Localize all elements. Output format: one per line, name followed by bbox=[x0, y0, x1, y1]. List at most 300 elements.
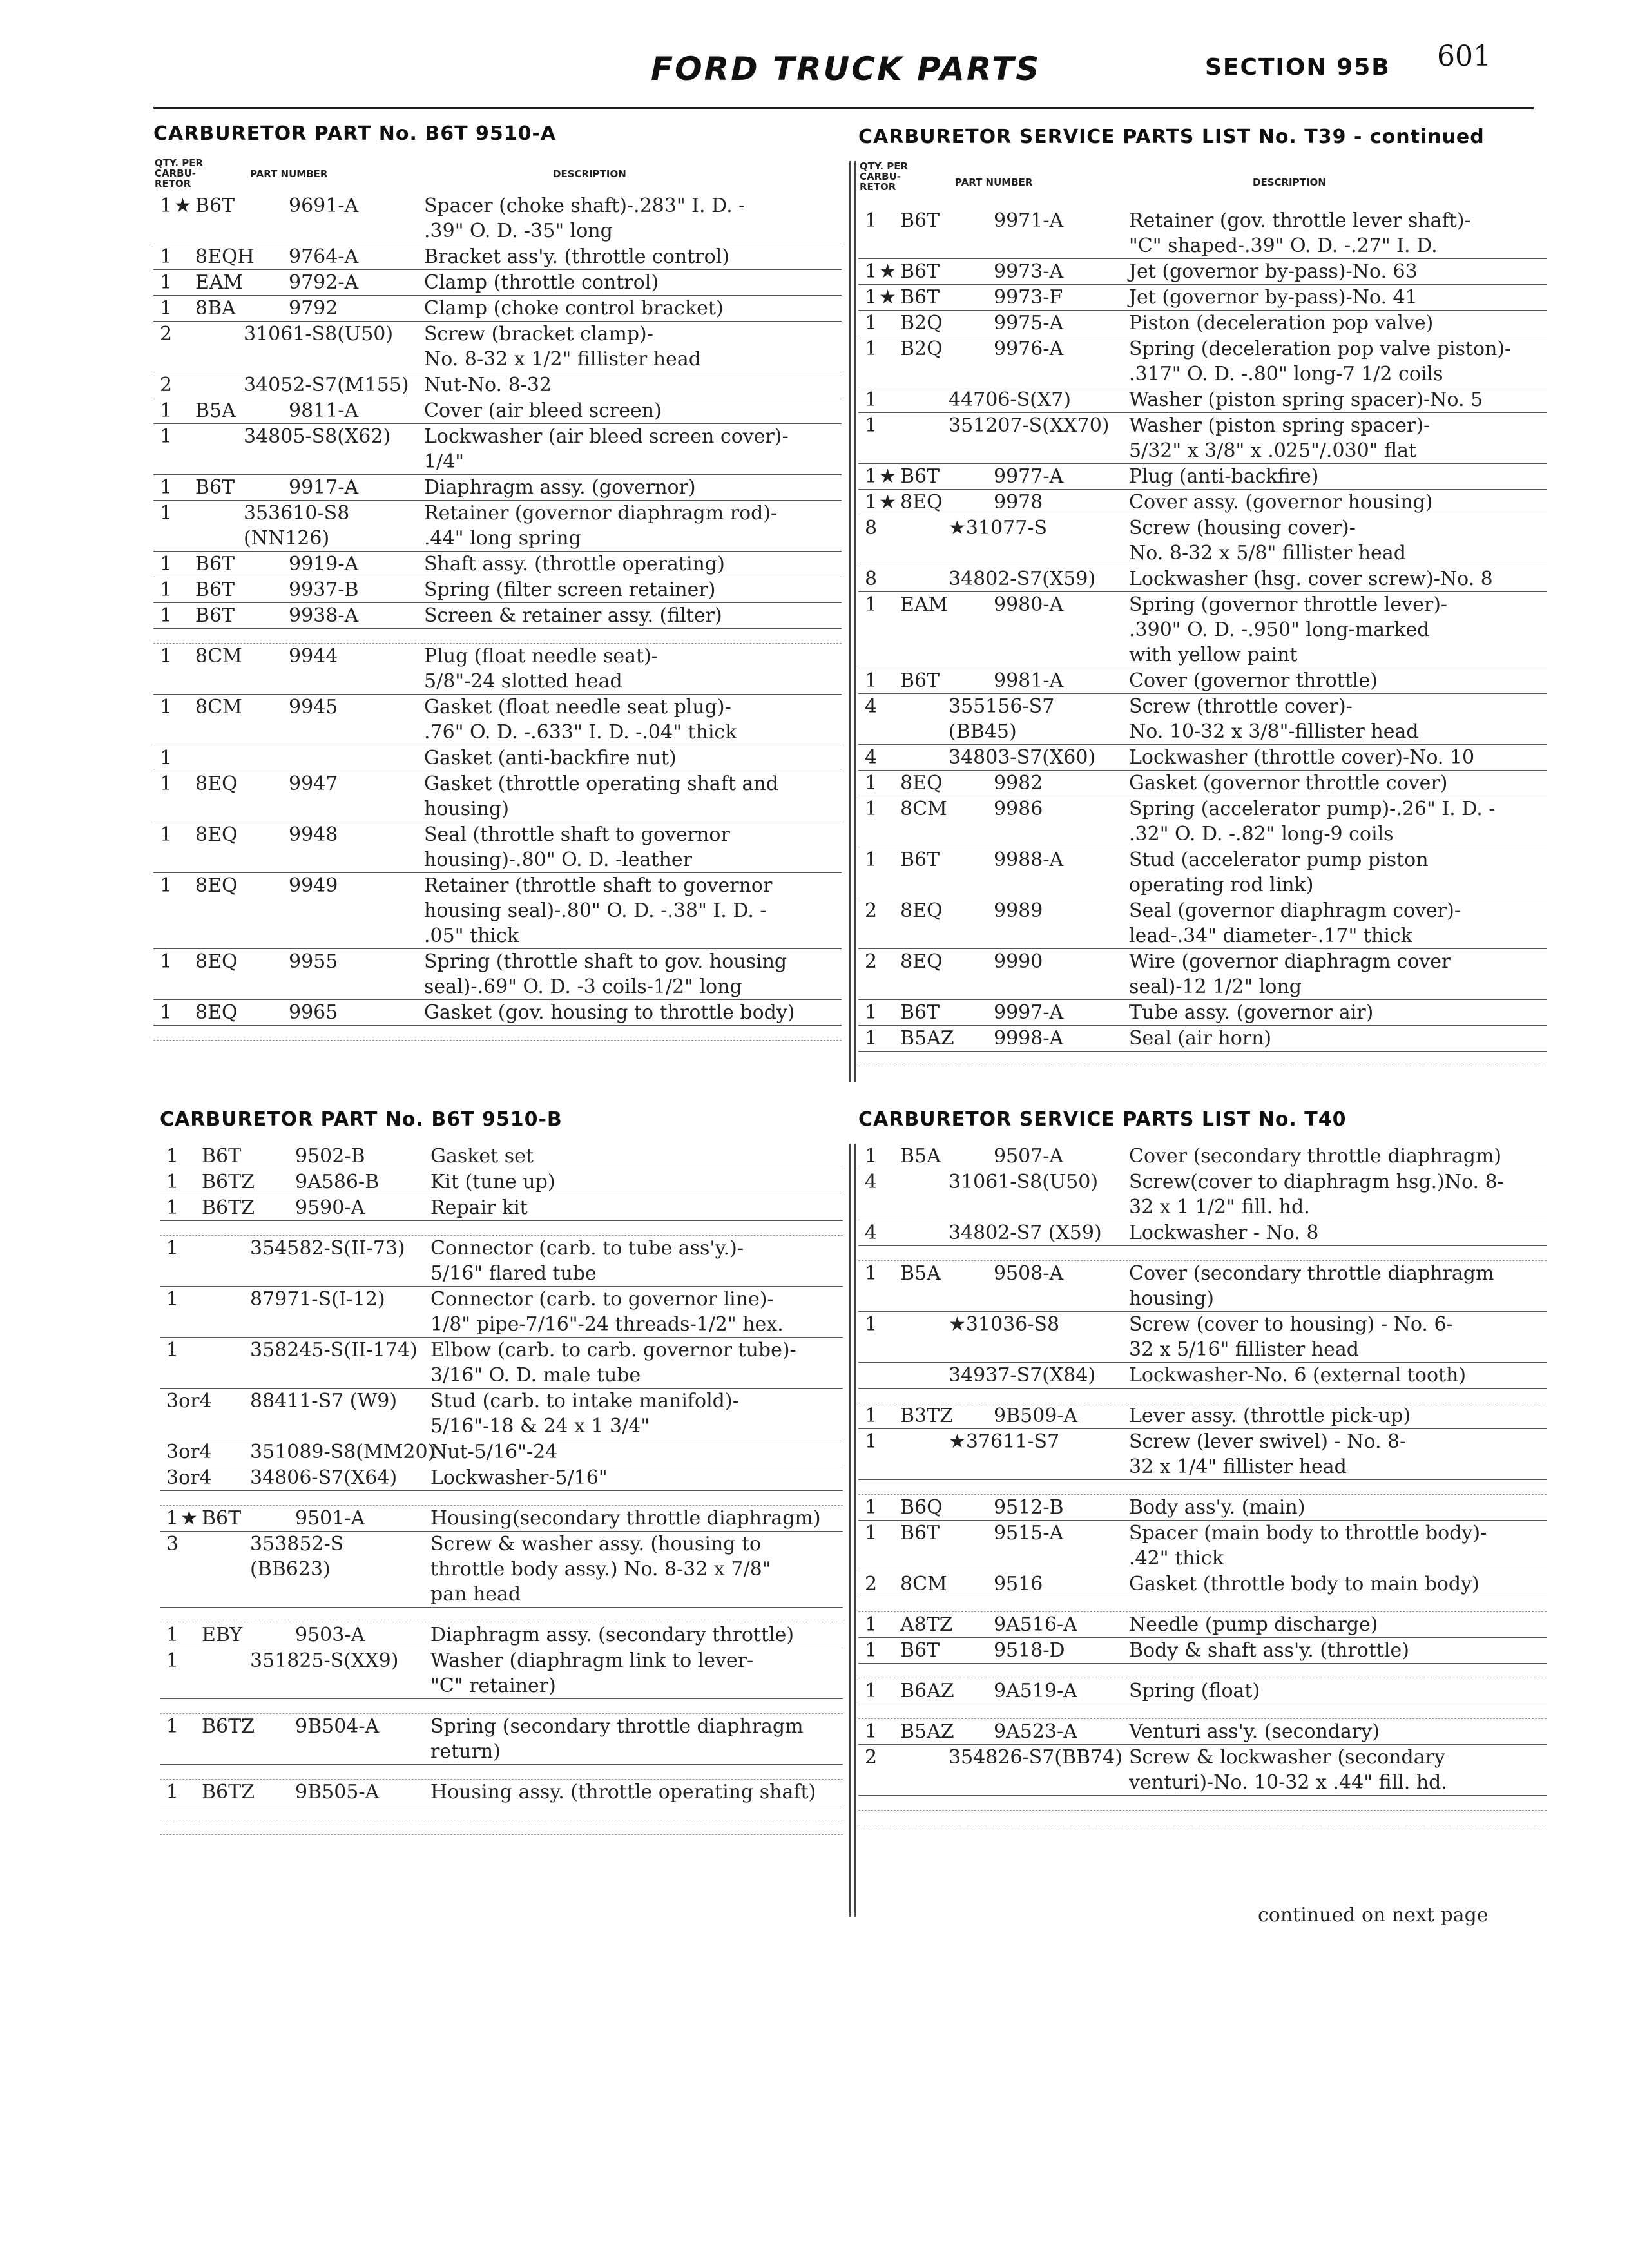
part-row bbox=[858, 1638, 1547, 1664]
part-prefix: 8EQ bbox=[195, 823, 238, 846]
part-prefix: B6T bbox=[900, 260, 940, 283]
part-qty: 3or4 bbox=[166, 1390, 212, 1412]
part-row bbox=[858, 285, 1547, 311]
part-qty: 1 bbox=[166, 1145, 179, 1168]
part-basic: 9507-A bbox=[994, 1145, 1064, 1168]
part-prefix: 8CM bbox=[900, 798, 947, 820]
part-prefix: B6TZ bbox=[202, 1781, 255, 1803]
part-basic: 9764-A bbox=[289, 245, 359, 268]
col-header-desc: DESCRIPTION bbox=[1253, 177, 1326, 188]
part-row bbox=[858, 668, 1547, 694]
part-prefix: B6T bbox=[900, 849, 940, 871]
spacer-row bbox=[858, 1704, 1547, 1719]
part-row bbox=[160, 1439, 843, 1465]
part-basic: 9981-A bbox=[994, 669, 1064, 692]
part-basic: 355156-S7 (BB45) bbox=[949, 695, 1055, 743]
part-qty: 1 bbox=[160, 604, 173, 627]
part-basic: 34803-S7(X60) bbox=[949, 746, 1096, 769]
spacer-row bbox=[160, 1221, 843, 1236]
part-prefix: B6T bbox=[202, 1507, 242, 1530]
page-number: 601 bbox=[1437, 40, 1491, 73]
part-prefix: 8EQ bbox=[195, 1001, 238, 1024]
part-desc: Connector (carb. to governor line)- 1/8" pipe-7/16"-24 threads-1/2" hex. bbox=[430, 1288, 784, 1336]
part-prefix: B5A bbox=[900, 1145, 941, 1168]
star-icon: ★ bbox=[879, 465, 896, 488]
part-basic: 351825-S(XX9) bbox=[250, 1649, 399, 1672]
part-row bbox=[858, 745, 1547, 771]
part-prefix: EAM bbox=[195, 271, 244, 294]
part-qty: 1 bbox=[865, 465, 878, 488]
part-qty: 3or4 bbox=[166, 1466, 212, 1489]
part-desc: Needle (pump discharge) bbox=[1129, 1613, 1378, 1636]
part-basic: ★31036-S8 bbox=[949, 1313, 1060, 1336]
part-qty: 1 bbox=[865, 312, 878, 334]
part-prefix: B6T bbox=[195, 604, 235, 627]
parts-table bbox=[153, 193, 842, 1041]
part-row bbox=[153, 577, 842, 603]
part-prefix: 8EQ bbox=[900, 899, 943, 922]
part-qty: 1 bbox=[865, 1001, 878, 1024]
part-basic: 34805-S8(X62) bbox=[244, 425, 391, 448]
part-qty: 1 bbox=[865, 1496, 878, 1519]
part-qty: 2 bbox=[160, 323, 173, 345]
part-row bbox=[153, 695, 842, 745]
part-qty: 1 bbox=[166, 1781, 179, 1803]
part-prefix: B6T bbox=[900, 1639, 940, 1662]
part-row bbox=[858, 1144, 1547, 1169]
part-qty: 1 bbox=[160, 747, 173, 769]
part-basic: ★31077-S bbox=[949, 517, 1048, 539]
part-desc: Cover (secondary throttle diaphragm) bbox=[1129, 1145, 1502, 1168]
part-qty: 1 bbox=[865, 1405, 878, 1427]
part-prefix: B6TZ bbox=[202, 1715, 255, 1738]
part-desc: Spring (filter screen retainer) bbox=[424, 579, 716, 601]
part-basic: 354826-S7(BB74) bbox=[949, 1746, 1123, 1769]
column-divider bbox=[849, 1144, 851, 1917]
part-prefix: B5AZ bbox=[900, 1027, 954, 1050]
part-basic: 9515-A bbox=[994, 1522, 1064, 1544]
part-basic: 9518-D bbox=[994, 1639, 1065, 1662]
part-qty: 1 bbox=[865, 338, 878, 360]
col-header-qty: QTY. PER CARBU- RETOR bbox=[860, 160, 909, 193]
part-row bbox=[160, 1780, 843, 1805]
part-desc: Retainer (gov. throttle lever shaft)- "C" shaped-.39" O. D. -.27" I. D. bbox=[1129, 209, 1471, 257]
part-qty: 1 bbox=[865, 414, 878, 437]
part-desc: Venturi ass'y. (secondary) bbox=[1129, 1720, 1380, 1743]
part-desc: Diaphragm assy. (secondary throttle) bbox=[430, 1624, 795, 1646]
part-desc: Screw & washer assy. (housing to throttle body assy.) No. 8-32 x 7/8" pan head bbox=[430, 1533, 771, 1606]
part-row bbox=[858, 1495, 1547, 1521]
column-divider bbox=[849, 161, 851, 1082]
part-desc: Screw(cover to diaphragm hsg.)No. 8- 32 x 1 1/2" fill. hd. bbox=[1129, 1171, 1504, 1218]
star-icon: ★ bbox=[180, 1507, 198, 1530]
part-desc: Diaphragm assy. (governor) bbox=[424, 476, 696, 499]
part-prefix: 8CM bbox=[195, 645, 242, 668]
part-desc: Gasket set bbox=[430, 1145, 534, 1168]
part-qty: 1 bbox=[160, 476, 173, 499]
part-desc: Gasket (governor throttle cover) bbox=[1129, 772, 1448, 794]
part-prefix: B5AZ bbox=[900, 1720, 954, 1743]
part-basic: 9502-B bbox=[295, 1145, 365, 1168]
part-basic: 9945 bbox=[289, 696, 338, 718]
part-basic: 9917-A bbox=[289, 476, 359, 499]
part-row bbox=[858, 1312, 1547, 1363]
part-row bbox=[160, 1465, 843, 1491]
part-basic: 34802-S7 (X59) bbox=[949, 1222, 1102, 1244]
spacer-row bbox=[858, 1664, 1547, 1678]
part-qty: 1 bbox=[166, 1339, 179, 1361]
part-row bbox=[858, 464, 1547, 490]
part-desc: Lockwasher (throttle cover)-No. 10 bbox=[1129, 746, 1475, 769]
part-row bbox=[858, 311, 1547, 336]
part-desc: Cover (air bleed screen) bbox=[424, 399, 662, 422]
part-prefix: A8TZ bbox=[900, 1613, 953, 1636]
part-desc: Jet (governor by-pass)-No. 63 bbox=[1129, 260, 1418, 283]
part-qty: 1 bbox=[865, 1613, 878, 1636]
part-row bbox=[858, 515, 1547, 566]
part-row bbox=[160, 1714, 843, 1765]
part-row bbox=[153, 771, 842, 822]
part-row bbox=[858, 1745, 1547, 1796]
part-desc: Lockwasher (air bleed screen cover)- 1/4" bbox=[424, 425, 789, 473]
part-basic: 9944 bbox=[289, 645, 338, 668]
part-prefix: B6T bbox=[900, 286, 940, 309]
part-desc: Stud (accelerator pump piston operating rod link) bbox=[1129, 849, 1429, 896]
part-basic: 34052-S7(M155) bbox=[244, 374, 409, 396]
part-qty: 1 bbox=[160, 696, 173, 718]
part-desc: Clamp (choke control bracket) bbox=[424, 297, 724, 320]
part-row bbox=[160, 1622, 843, 1648]
part-qty: 1 bbox=[166, 1237, 179, 1260]
part-qty: 1 bbox=[865, 1027, 878, 1050]
part-desc: Spring (governor throttle lever)- .390" O. D. -.950" long-marked with yellow paint bbox=[1129, 593, 1448, 666]
part-basic: 9792 bbox=[289, 297, 338, 320]
part-row bbox=[153, 372, 842, 398]
part-basic: 358245-S(II-174) bbox=[250, 1339, 418, 1361]
part-qty: 1 bbox=[166, 1171, 179, 1193]
part-row bbox=[153, 949, 842, 1000]
part-desc: Kit (tune up) bbox=[430, 1171, 555, 1193]
part-qty: 1 bbox=[160, 773, 173, 795]
part-desc: Washer (piston spring spacer)- 5/32" x 3/8" x .025"/.030" flat bbox=[1129, 414, 1431, 462]
part-row bbox=[858, 566, 1547, 592]
part-qty: 1 bbox=[865, 669, 878, 692]
part-desc: Piston (deceleration pop valve) bbox=[1129, 312, 1434, 334]
part-desc: Screw & lockwasher (secondary venturi)-No. 10-32 x .44" fill. hd. bbox=[1129, 1746, 1447, 1794]
part-desc: Spring (float) bbox=[1129, 1680, 1260, 1702]
part-desc: Lockwasher (hsg. cover screw)-No. 8 bbox=[1129, 568, 1493, 590]
part-desc: Lockwasher-No. 6 (external tooth) bbox=[1129, 1364, 1467, 1387]
part-basic: 9980-A bbox=[994, 593, 1064, 616]
part-row bbox=[858, 413, 1547, 464]
part-prefix: B6T bbox=[195, 553, 235, 575]
part-qty: 1 bbox=[166, 1649, 179, 1672]
part-basic: 9949 bbox=[289, 874, 338, 897]
part-qty: 1 bbox=[865, 1145, 878, 1168]
part-basic: 9986 bbox=[994, 798, 1043, 820]
block-title: CARBURETOR PART No. B6T 9510-A bbox=[153, 122, 557, 145]
part-desc: Tube assy. (governor air) bbox=[1129, 1001, 1374, 1024]
col-header-part: PART NUMBER bbox=[955, 177, 1033, 188]
part-row bbox=[160, 1169, 843, 1195]
part-qty: 1 bbox=[865, 209, 878, 232]
col-header-desc: DESCRIPTION bbox=[553, 168, 626, 180]
part-prefix: 8EQ bbox=[195, 874, 238, 897]
part-qty: 2 bbox=[865, 899, 878, 922]
spacer-row bbox=[153, 1026, 842, 1041]
part-row bbox=[153, 603, 842, 629]
part-basic: 9508-A bbox=[994, 1262, 1064, 1285]
part-basic: 31061-S8(U50) bbox=[949, 1171, 1099, 1193]
part-basic: 9965 bbox=[289, 1001, 338, 1024]
part-prefix: B3TZ bbox=[900, 1405, 953, 1427]
part-basic: 9512-B bbox=[994, 1496, 1064, 1519]
part-prefix: 8CM bbox=[195, 696, 242, 718]
part-basic: 9990 bbox=[994, 950, 1043, 973]
part-desc: Spacer (choke shaft)-.283" I. D. - .39" O. D. -35" long bbox=[424, 195, 746, 242]
part-prefix: B6T bbox=[195, 579, 235, 601]
part-basic: 9792-A bbox=[289, 271, 359, 294]
part-basic: 9938-A bbox=[289, 604, 359, 627]
part-desc: Bracket ass'y. (throttle control) bbox=[424, 245, 729, 268]
part-basic: 9691-A bbox=[289, 195, 359, 217]
part-desc: Nut-5/16"-24 bbox=[430, 1441, 558, 1463]
part-row bbox=[153, 193, 842, 244]
part-prefix: B6Q bbox=[900, 1496, 943, 1519]
part-qty: 4 bbox=[865, 1222, 878, 1244]
part-row bbox=[858, 771, 1547, 796]
page-title: FORD TRUCK PARTS bbox=[651, 50, 1041, 88]
part-prefix: 8CM bbox=[900, 1573, 947, 1595]
parts-table bbox=[858, 208, 1547, 1066]
spacer-row bbox=[153, 629, 842, 644]
part-prefix: B6T bbox=[900, 669, 940, 692]
part-desc: Spring (secondary throttle diaphragm return) bbox=[430, 1715, 804, 1763]
part-desc: Screw (throttle cover)- No. 10-32 x 3/8"-fillister head bbox=[1129, 695, 1419, 743]
col-header-part: PART NUMBER bbox=[250, 168, 328, 180]
part-qty: 1 bbox=[160, 502, 173, 524]
part-desc: Gasket (float needle seat plug)- .76" O. D. -.633" I. D. -.04" thick bbox=[424, 696, 737, 744]
part-qty: 1 bbox=[160, 1001, 173, 1024]
block-title: CARBURETOR SERVICE PARTS LIST No. T39 - continued bbox=[858, 126, 1485, 148]
part-basic: 9937-B bbox=[289, 579, 359, 601]
part-basic: 9B509-A bbox=[994, 1405, 1078, 1427]
part-basic: 351089-S8(MM20) bbox=[250, 1441, 436, 1463]
part-basic: 88411-S7 (W9) bbox=[250, 1390, 398, 1412]
part-prefix: B6T bbox=[202, 1145, 242, 1168]
part-desc: Spring (throttle shaft to gov. housing seal)-.69" O. D. -3 coils-1/2" long bbox=[424, 950, 787, 998]
part-desc: Clamp (throttle control) bbox=[424, 271, 659, 294]
part-row bbox=[858, 1220, 1547, 1246]
spacer-row bbox=[160, 1820, 843, 1835]
part-qty: 4 bbox=[865, 746, 878, 769]
part-qty: 1 bbox=[160, 950, 173, 973]
part-row bbox=[153, 745, 842, 771]
part-row bbox=[160, 1338, 843, 1389]
part-row bbox=[858, 694, 1547, 745]
part-row bbox=[858, 1169, 1547, 1220]
part-qty: 2 bbox=[865, 950, 878, 973]
part-basic: 9516 bbox=[994, 1573, 1043, 1595]
part-qty: 1 bbox=[166, 1715, 179, 1738]
part-basic: 9982 bbox=[994, 772, 1043, 794]
part-basic: 9811-A bbox=[289, 399, 359, 422]
star-icon: ★ bbox=[174, 195, 191, 217]
part-desc: Repair kit bbox=[430, 1196, 528, 1219]
part-desc: Screw (bracket clamp)- No. 8-32 x 1/2" fillister head bbox=[424, 323, 701, 370]
part-desc: Elbow (carb. to carb. governor tube)- 3/16" O. D. male tube bbox=[430, 1339, 796, 1387]
part-desc: Lockwasher - No. 8 bbox=[1129, 1222, 1319, 1244]
part-row bbox=[858, 259, 1547, 285]
part-qty: 2 bbox=[160, 374, 173, 396]
part-desc: Seal (air horn) bbox=[1129, 1027, 1272, 1050]
part-qty: 8 bbox=[865, 568, 878, 590]
continued-note: continued on next page bbox=[1258, 1904, 1489, 1927]
part-basic: 44706-S(X7) bbox=[949, 389, 1071, 411]
part-prefix: B6T bbox=[900, 209, 940, 232]
part-basic: 9977-A bbox=[994, 465, 1064, 488]
part-prefix: B5A bbox=[900, 1262, 941, 1285]
part-desc: Spring (deceleration pop valve piston)- .317" O. D. -.80" long-7 1/2 coils bbox=[1129, 338, 1512, 385]
part-row bbox=[858, 1026, 1547, 1052]
part-desc: Stud (carb. to intake manifold)- 5/16"-18 & 24 x 1 3/4" bbox=[430, 1390, 739, 1437]
part-basic: 9A586-B bbox=[295, 1171, 380, 1193]
part-row bbox=[153, 1000, 842, 1026]
spacer-row bbox=[858, 1052, 1547, 1066]
part-qty: 1 bbox=[166, 1507, 179, 1530]
star-icon: ★ bbox=[879, 491, 896, 514]
part-qty: 2 bbox=[865, 1573, 878, 1595]
part-desc: Spring (accelerator pump)-.26" I. D. - .32" O. D. -.82" long-9 coils bbox=[1129, 798, 1496, 845]
part-desc: Gasket (gov. housing to throttle body) bbox=[424, 1001, 795, 1024]
spacer-row bbox=[858, 1480, 1547, 1495]
part-row bbox=[153, 644, 842, 695]
part-desc: Connector (carb. to tube ass'y.)- 5/16" flared tube bbox=[430, 1237, 744, 1285]
part-qty: 1 bbox=[865, 1720, 878, 1743]
part-row bbox=[160, 1287, 843, 1338]
part-basic: 9998-A bbox=[994, 1027, 1064, 1050]
part-prefix: EAM bbox=[900, 593, 949, 616]
spacer-row bbox=[160, 1699, 843, 1714]
part-desc: Body & shaft ass'y. (throttle) bbox=[1129, 1639, 1409, 1662]
part-desc: Cover assy. (governor housing) bbox=[1129, 491, 1433, 514]
part-row bbox=[858, 592, 1547, 668]
section-label: SECTION 95B bbox=[1205, 54, 1391, 81]
part-row bbox=[160, 1532, 843, 1608]
part-qty: 1 bbox=[166, 1288, 179, 1311]
part-row bbox=[858, 847, 1547, 898]
part-qty: 8 bbox=[865, 517, 878, 539]
spacer-row bbox=[858, 1389, 1547, 1403]
part-prefix: 8EQ bbox=[195, 773, 238, 795]
part-row bbox=[153, 424, 842, 475]
part-basic: 9501-A bbox=[295, 1507, 365, 1530]
part-row bbox=[858, 1719, 1547, 1745]
part-desc: Seal (governor diaphragm cover)- lead-.34" diameter-.17" thick bbox=[1129, 899, 1461, 947]
star-icon: ★ bbox=[879, 260, 896, 283]
part-row bbox=[153, 822, 842, 873]
part-row bbox=[858, 1363, 1547, 1389]
part-row bbox=[153, 270, 842, 296]
star-icon: ★ bbox=[879, 286, 896, 309]
part-prefix: B2Q bbox=[900, 338, 943, 360]
part-desc: Gasket (throttle operating shaft and housing) bbox=[424, 773, 778, 820]
spacer-row bbox=[858, 1246, 1547, 1261]
part-qty: 1 bbox=[865, 1430, 878, 1453]
part-qty: 1 bbox=[160, 874, 173, 897]
part-basic: 9989 bbox=[994, 899, 1043, 922]
part-qty: 1 bbox=[160, 823, 173, 846]
part-qty: 1 bbox=[160, 645, 173, 668]
part-basic: 9A519-A bbox=[994, 1680, 1077, 1702]
part-prefix: 8EQH bbox=[195, 245, 255, 268]
part-basic: 34802-S7(X59) bbox=[949, 568, 1096, 590]
part-basic: 9978 bbox=[994, 491, 1043, 514]
part-qty: 1 bbox=[160, 245, 173, 268]
part-qty: 1 bbox=[865, 772, 878, 794]
part-desc: Plug (float needle seat)- 5/8"-24 slotted head bbox=[424, 645, 658, 693]
part-basic: 9B505-A bbox=[295, 1781, 380, 1803]
part-qty: 1 bbox=[865, 1522, 878, 1544]
part-qty: 1 bbox=[865, 491, 878, 514]
part-desc: Shaft assy. (throttle operating) bbox=[424, 553, 725, 575]
part-prefix: B6AZ bbox=[900, 1680, 954, 1702]
part-prefix: B6T bbox=[900, 465, 940, 488]
part-row bbox=[858, 336, 1547, 387]
part-row bbox=[858, 1678, 1547, 1704]
part-row bbox=[153, 322, 842, 372]
part-qty: 1 bbox=[865, 1680, 878, 1702]
part-prefix: 8EQ bbox=[900, 491, 943, 514]
part-row bbox=[858, 1571, 1547, 1597]
part-row bbox=[160, 1389, 843, 1439]
spacer-row bbox=[160, 1608, 843, 1622]
part-row bbox=[858, 490, 1547, 515]
part-row bbox=[858, 387, 1547, 413]
part-basic: 9B504-A bbox=[295, 1715, 380, 1738]
part-desc: Cover (secondary throttle diaphragm housing) bbox=[1129, 1262, 1494, 1310]
part-basic: 9A523-A bbox=[994, 1720, 1077, 1743]
part-qty: 1 bbox=[865, 849, 878, 871]
part-desc: Screw (cover to housing) - No. 6- 32 x 5/16" fillister head bbox=[1129, 1313, 1453, 1361]
part-desc: Plug (anti-backfire) bbox=[1129, 465, 1319, 488]
part-prefix: B6T bbox=[195, 476, 235, 499]
part-basic: 9988-A bbox=[994, 849, 1064, 871]
part-prefix: B6T bbox=[900, 1001, 940, 1024]
part-desc: Washer (piston spring spacer)-No. 5 bbox=[1129, 389, 1483, 411]
part-basic: 9590-A bbox=[295, 1196, 365, 1219]
part-basic: 9973-F bbox=[994, 286, 1063, 309]
part-qty: 1 bbox=[865, 1313, 878, 1336]
part-row bbox=[153, 552, 842, 577]
part-basic: 9A516-A bbox=[994, 1613, 1077, 1636]
part-basic: 353610-S8 (NN126) bbox=[244, 502, 350, 550]
part-qty: 1 bbox=[160, 297, 173, 320]
part-qty: 2 bbox=[865, 1746, 878, 1769]
part-qty: 1 bbox=[865, 593, 878, 616]
part-desc: Nut-No. 8-32 bbox=[424, 374, 552, 396]
col-header-qty: QTY. PER CARBU- RETOR bbox=[155, 157, 204, 189]
column-divider bbox=[854, 1144, 856, 1917]
part-row bbox=[858, 1403, 1547, 1429]
part-qty: 1 bbox=[160, 195, 173, 217]
part-qty: 1 bbox=[166, 1196, 179, 1219]
part-qty: 1 bbox=[865, 1639, 878, 1662]
spacer-row bbox=[858, 1811, 1547, 1825]
part-basic: 9947 bbox=[289, 773, 338, 795]
part-prefix: 8EQ bbox=[900, 950, 943, 973]
parts-table bbox=[160, 1144, 843, 1835]
